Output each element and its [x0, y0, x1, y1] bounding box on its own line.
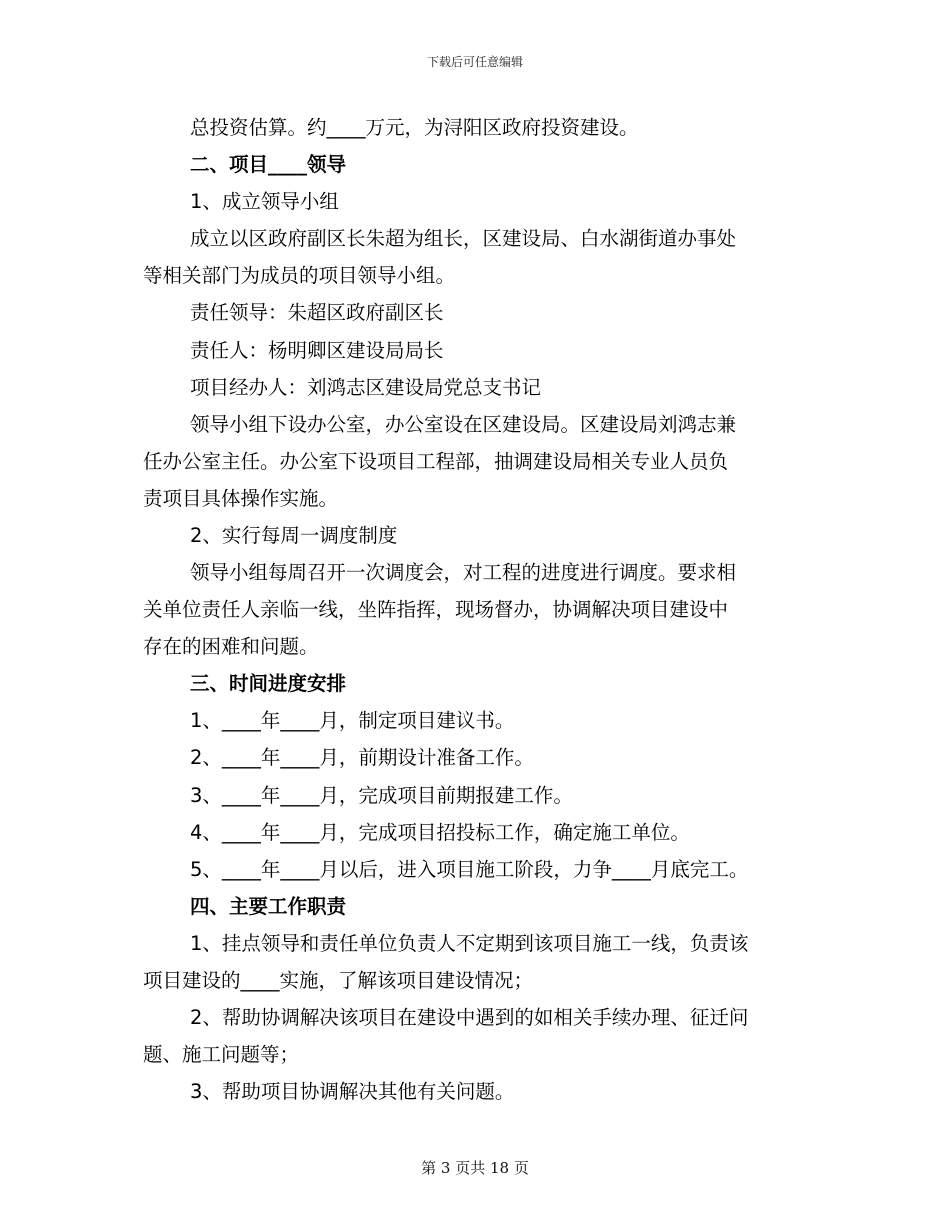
paragraph-line: 等相关部门为成员的项目领导小组。: [143, 264, 456, 287]
section-heading: 二、项目____领导: [190, 153, 347, 176]
schedule-item: 1、____年____月，制定项目建议书。: [190, 709, 515, 732]
paragraph-line: 责任人：杨明卿区建设局局长: [190, 339, 444, 362]
paragraph-line: 项目建设的____实施，了解该项目建设情况；: [143, 969, 534, 992]
page-number-footer: 第 3 页共 18 页: [421, 1159, 529, 1177]
paragraph-line: 2、帮助协调解决该项目在建设中遇到的如相关手续办理、征迁问: [190, 1006, 749, 1029]
subsection-heading: 1、成立领导小组: [190, 190, 339, 213]
paragraph-line: 题、施工问题等；: [143, 1043, 300, 1066]
section-heading: 三、时间进度安排: [190, 672, 347, 695]
schedule-item: 4、____年____月，完成项目招投标工作，确定施工单位。: [190, 821, 690, 844]
paragraph-line: 责任领导：朱超区政府副区长: [190, 301, 444, 324]
paragraph-line: 总投资估算。约____万元，为浔阳区政府投资建设。: [190, 116, 639, 139]
paragraph-line: 成立以区政府副区长朱超为组长，区建设局、白水湖街道办事处: [190, 227, 737, 250]
paragraph-line: 任办公室主任。办公室下设项目工程部，抽调建设局相关专业人员负: [143, 450, 729, 473]
subsection-heading: 2、实行每周一调度制度: [190, 524, 398, 547]
paragraph-line: 关单位责任人亲临一线，坐阵指挥，现场督办，协调解决项目建设中: [143, 598, 729, 621]
paragraph-line: 存在的困难和问题。: [143, 635, 319, 658]
paragraph-line: 3、帮助项目协调解决其他有关问题。: [190, 1080, 515, 1103]
schedule-item: 2、____年____月，前期设计准备工作。: [190, 746, 534, 769]
paragraph-line: 责项目具体操作实施。: [143, 487, 339, 510]
paragraph-line: 项目经办人：刘鸿志区建设局党总支书记: [190, 376, 542, 399]
schedule-item: 5、____年____月以后，进入项目施工阶段，力争____月底完工。: [190, 858, 749, 881]
schedule-item: 3、____年____月，完成项目前期报建工作。: [190, 784, 573, 807]
section-heading: 四、主要工作职责: [190, 895, 347, 918]
paragraph-line: 1、挂点领导和责任单位负责人不定期到该项目施工一线，负责该: [190, 932, 749, 955]
paragraph-line: 领导小组每周召开一次调度会，对工程的进度进行调度。要求相: [190, 561, 737, 584]
page-header: 下载后可任意编辑: [426, 55, 523, 69]
paragraph-line: 领导小组下设办公室，办公室设在区建设局。区建设局刘鸿志兼: [190, 413, 737, 436]
